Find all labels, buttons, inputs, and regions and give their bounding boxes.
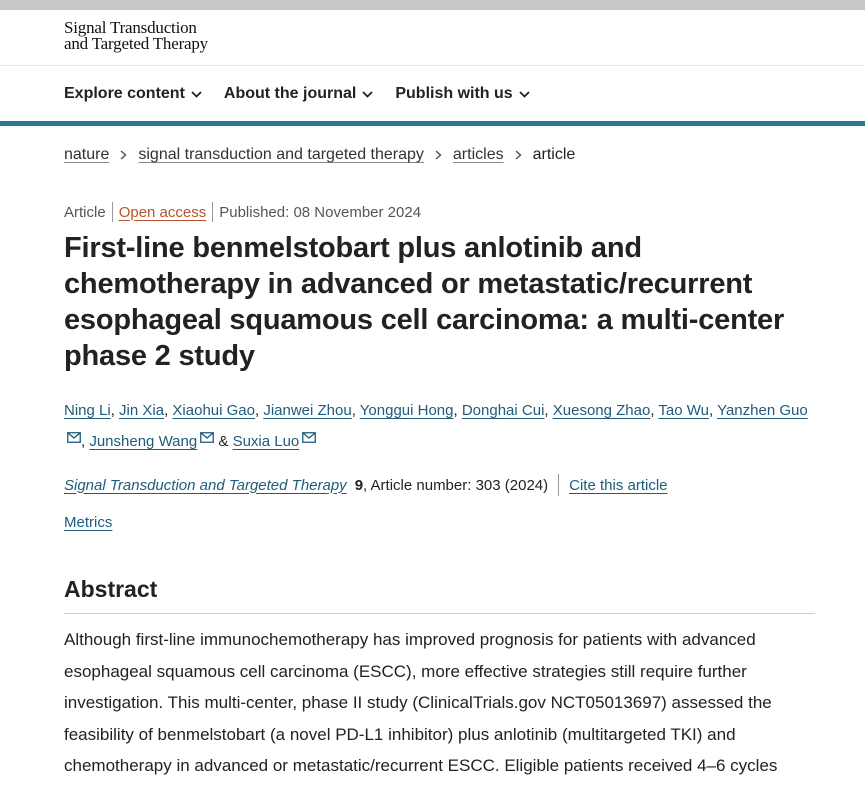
volume-number: 9 [354, 476, 364, 494]
nav-accent-bar [0, 121, 865, 126]
author-link[interactable]: Jianwei Zhou [263, 402, 352, 419]
breadcrumb-current: article [532, 146, 576, 163]
chevron-down-icon [519, 91, 530, 98]
email-icon[interactable] [302, 432, 316, 443]
author-separator: , [164, 402, 173, 419]
breadcrumb-articles[interactable]: articles [452, 146, 504, 163]
author-separator: , [110, 402, 120, 419]
author-link[interactable]: Donghai Cui [461, 402, 545, 419]
author-link[interactable]: Jin Xia [119, 402, 165, 419]
author-separator: , [81, 433, 90, 450]
article-number: , Article number: 303 (2024) [363, 476, 549, 494]
author-separator: , [650, 402, 659, 419]
cite-this-article-link[interactable]: Cite this article [569, 476, 668, 494]
nav-publish-with-us[interactable] [395, 80, 529, 108]
author-link[interactable]: Junsheng Wang [89, 433, 198, 450]
chevron-down-icon [191, 91, 202, 98]
author-link[interactable]: Suxia Luo [232, 433, 300, 450]
author-separator: , [453, 402, 462, 419]
author-separator: , [351, 402, 360, 419]
email-icon[interactable] [200, 432, 214, 443]
abstract-line: Although first-line immunochemotherapy has improved prognosis for patients with advanced [64, 630, 756, 649]
article-meta [64, 202, 421, 222]
abstract-line: esophageal squamous cell carcinoma (ESCC), more effective strategies still require further [64, 661, 747, 681]
breadcrumb [64, 146, 575, 164]
chevron-right-icon [120, 150, 127, 160]
author-link[interactable]: Ning Li [64, 402, 111, 419]
author-link[interactable]: Xiaohui Gao [172, 402, 255, 419]
chevron-down-icon [362, 91, 373, 98]
chevron-right-icon [435, 150, 442, 160]
metrics-link[interactable]: Metrics [64, 514, 113, 531]
logo-line-1: Signal Transduction [64, 18, 197, 37]
abstract-line: investigation. This multi-center, phase II study (ClinicalTrials.gov NCT05013697) assessed the [64, 693, 772, 712]
citation-line [64, 474, 668, 496]
abstract-line: chemotherapy in advanced or metastatic/recurrent ESCC. Eligible patients received 4–6 cycles [64, 756, 778, 775]
meta-divider [212, 202, 213, 222]
journal-logo[interactable] [64, 20, 208, 52]
nav-explore-content-label: Explore content [64, 85, 185, 102]
open-access-link[interactable]: Open access [118, 203, 207, 221]
breadcrumb-nature[interactable]: nature [64, 146, 110, 163]
published-date: Published: 08 November 2024 [219, 203, 422, 221]
abstract-heading: Abstract [64, 576, 158, 602]
breadcrumb-journal[interactable]: signal transduction and targeted therapy [138, 146, 424, 163]
nav-publish-with-us-label: Publish with us [395, 85, 513, 102]
journal-link[interactable]: Signal Transduction and Targeted Therapy [64, 476, 347, 494]
author-link[interactable]: Yonggui Hong [359, 402, 454, 419]
chevron-right-icon [515, 150, 522, 160]
logo-line-2: and Targeted Therapy [64, 34, 208, 53]
author-and: & [218, 433, 229, 450]
meta-divider [112, 202, 113, 222]
author-link[interactable]: Tao Wu [658, 402, 709, 419]
author-separator: , [544, 402, 553, 419]
abstract-text [64, 624, 819, 782]
email-icon[interactable] [67, 432, 81, 443]
browser-top-strip [0, 0, 865, 10]
author-separator: , [254, 402, 264, 419]
header-divider [0, 65, 865, 66]
author-separator: , [709, 402, 718, 419]
article-type: Article [64, 203, 106, 221]
author-link[interactable]: Yanzhen Guo [717, 402, 808, 419]
author-link[interactable]: Xuesong Zhao [552, 402, 651, 419]
main-nav [64, 80, 530, 108]
article-title: First-line benmelstobart plus anlotinib and chemotherapy in advanced or metastatic/recurrent esophageal squamous cell carcinoma: a multi-center phase 2 study [64, 232, 785, 372]
nav-explore-content[interactable] [64, 80, 202, 108]
author-list [64, 395, 814, 457]
nav-about-the-journal[interactable] [224, 80, 373, 108]
nav-about-the-journal-label: About the journal [223, 85, 357, 102]
abstract-divider [64, 613, 815, 614]
abstract-line: feasibility of benmelstobart (a novel PD-L1 inhibitor) plus anlotinib (multitargeted TKI) and [64, 724, 736, 744]
citation-divider [558, 474, 559, 496]
